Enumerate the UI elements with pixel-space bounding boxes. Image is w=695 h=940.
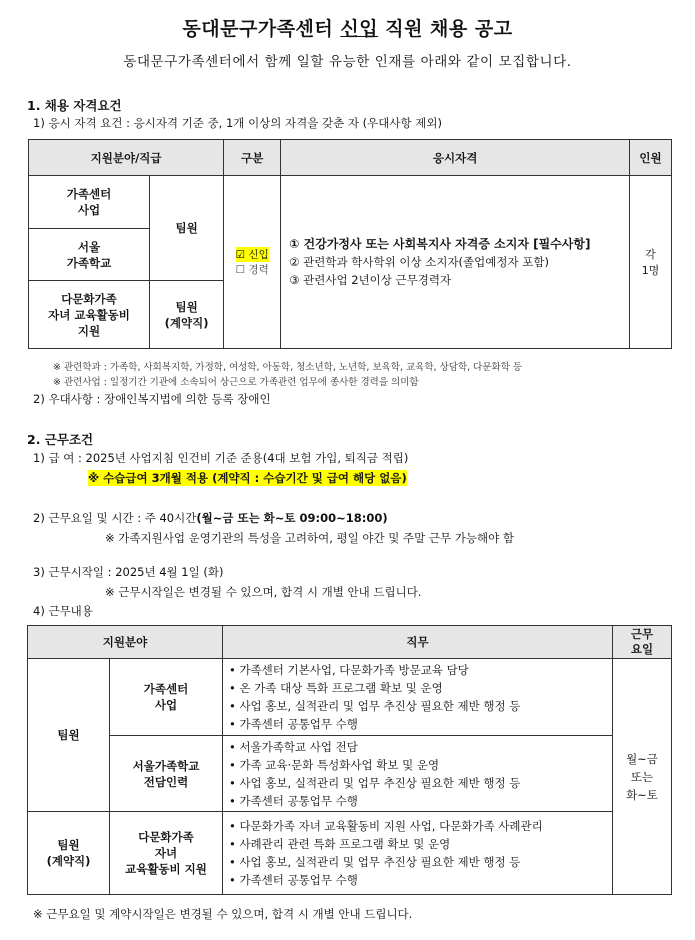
qualification-list: ① 건강가정사 또는 사회복지사 자격증 소지자 [필수사항] ② 관련학과 학사학위 이상 소지자(졸업예정자 포함) ③ 관련사업 2년이상 근무경력자 [281,176,630,349]
work-hours-note: ※ 가족지원사업 운영기관의 특성을 고려하여, 평일 야간 및 주말 근무 가능해야 함 [105,531,514,545]
rank-member: 팀원 [28,659,110,812]
rank-contract: 팀원 (계약직) [28,812,110,895]
field-multicultural: 다문화가족 자녀 교육활동비 지원 [110,812,223,895]
qualification-requirement: 1) 응시 자격 요건 : 응시자격 기준 중, 1개 이상의 자격을 갖춘 자 (우대사항 제외) [33,116,442,130]
related-work-note: ※ 관련사업 : 일정기간 기관에 소속되어 상근으로 가족관련 업무에 종사한 경력을 의미함 [53,377,419,388]
col-days: 근무 요일 [613,626,672,659]
duties-family-center: • 가족센터 기본사업, 다문화가족 방문교육 담당 • 온 가족 대상 특화 프로그램 확보 및 운영 • 사업 홍보, 실적관리 및 업무 추진상 필요한 제반 행정 등 • 가족센터 공통업무 수행 [223,659,613,736]
col-duty: 직무 [223,626,613,659]
pay-info: 1) 급 여 : 2025년 사업지침 인건비 기준 준용(4대 보험 가입, 퇴직금 적립) [33,451,409,465]
section1-heading: 1. 채용 자격요건 [27,98,122,113]
field-family-center: 가족센터 사업 [29,176,150,229]
duties-seoul-family-school: • 서울가족학교 사업 전담 • 가족 교육·문화 특성화사업 확보 및 운영 • 사업 홍보, 실적관리 및 업무 추진상 필요한 제반 행정 등 • 가족센터 공통업무 수행 [223,736,613,812]
type-cell [224,176,281,349]
rank-contract: 팀원 (계약직) [150,281,224,349]
probation-note: ※ 수습급여 3개월 적용 (계약직 : 수습기간 및 급여 해당 없음) [88,471,407,485]
work-hours: 2) 근무요일 및 시간 : 주 40시간(월~금 또는 화~토 09:00~18:00) [33,511,388,525]
type-experienced: ☐ 경력 [235,264,269,276]
section2-heading: 2. 근무조건 [27,432,94,447]
col-count: 인원 [630,140,672,176]
duties-multicultural: • 다문화가족 자녀 교육활동비 지원 사업, 다문화가족 사례관리 • 사례관리 관련 특화 프로그램 확보 및 운영 • 사업 홍보, 실적관리 및 업무 추진상 필요한 제반 행정 등 • 가족센터 공통업무 수행 [223,812,613,895]
page-title: 동대문구가족센터 신입 직원 채용 공고 [182,18,513,40]
start-date: 3) 근무시작일 : 2025년 4월 1일 (화) [33,565,224,579]
col-field: 지원분야/직급 [29,140,224,176]
type-new: ☑ 신입 [235,249,269,261]
field-seoul-family-school: 서울 가족학교 [29,229,150,281]
qualification-table [28,139,672,349]
rank-member: 팀원 [150,176,224,281]
footer-note: ※ 근무요일 및 계약시작일은 변경될 수 있으며, 합격 시 개별 안내 드립니다. [33,907,413,921]
work-days: 월~금 또는 화~토 [613,659,672,895]
col-qualification: 응시자격 [281,140,630,176]
work-content-heading: 4) 근무내용 [33,604,93,618]
related-major-note: ※ 관련학과 : 가족학, 사회복지학, 가정학, 여성학, 아동학, 청소년학, 노년학, 보육학, 교육학, 상담학, 다문화학 등 [53,362,523,373]
duty-table [27,625,672,895]
col-field: 지원분야 [28,626,223,659]
field-family-center: 가족센터 사업 [110,659,223,736]
headcount: 각 1명 [630,176,672,349]
field-multicultural: 다문화가족 자녀 교육활동비 지원 [29,281,150,349]
preference: 2) 우대사항 : 장애인복지법에 의한 등록 장애인 [33,392,271,406]
subtitle: 동대문구가족센터에서 함께 일할 유능한 인재를 아래와 같이 모집합니다. [123,54,572,70]
col-type: 구분 [224,140,281,176]
start-date-note: ※ 근무시작일은 변경될 수 있으며, 합격 시 개별 안내 드립니다. [105,585,422,599]
field-seoul-family-school: 서울가족학교 전담인력 [110,736,223,812]
